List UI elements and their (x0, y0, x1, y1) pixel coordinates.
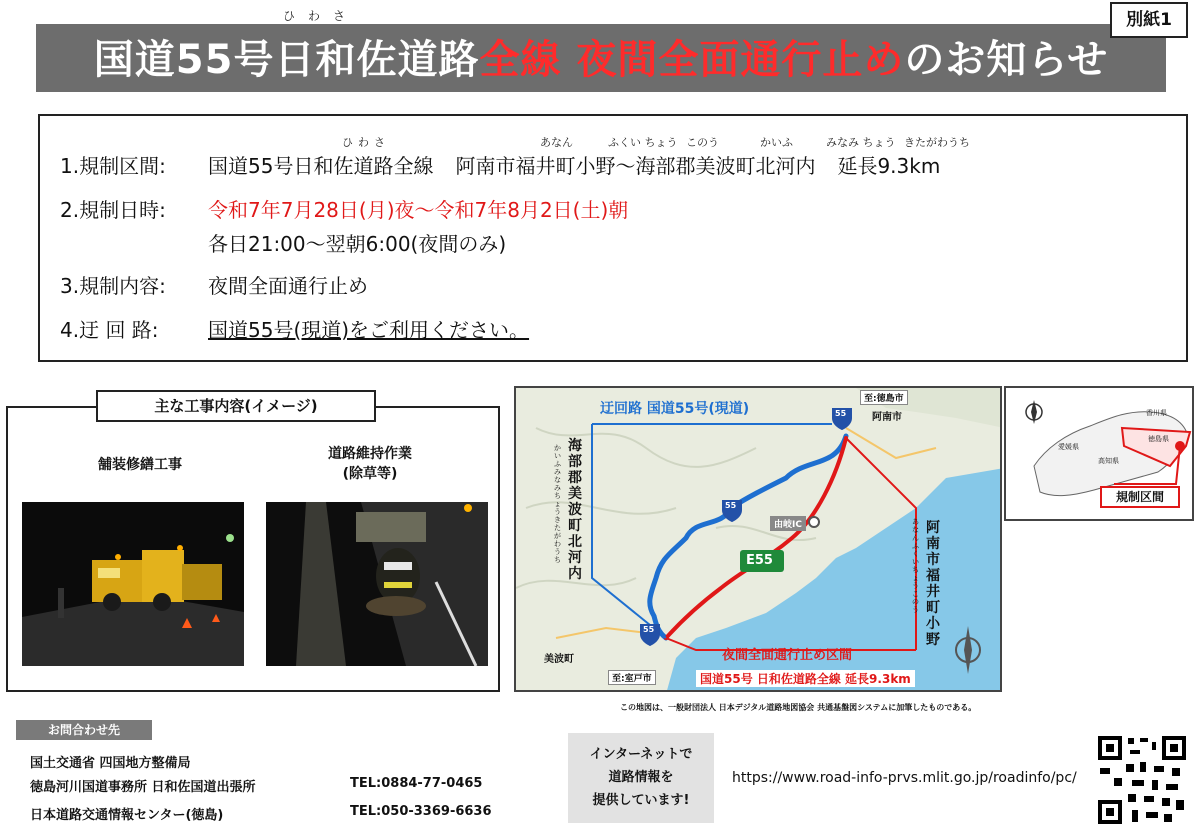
shikoku-inset-map (1004, 386, 1194, 521)
to-tokushima-label: 至:徳島市 (860, 390, 908, 405)
route55-shield-north: 55 (835, 409, 847, 418)
row-content-label: 3.規制内容: (60, 274, 166, 298)
internet-info-box (568, 733, 714, 823)
ehime-label: 愛媛県 (1058, 443, 1079, 451)
contact-tab: お問合わせ先 (16, 720, 152, 740)
yuki-ic-label: 由岐IC (770, 516, 806, 531)
row-detour-text: 国道55号(現道)をご利用ください。 (208, 318, 530, 342)
row-datetime-period: 令和7年7月28日(月)夜〜令和7年8月2日(土)朝 (208, 198, 629, 222)
row-datetime (60, 194, 628, 223)
closure-detail: 国道55号 日和佐道路全線 延長9.3km (696, 670, 915, 687)
contact-line3: 日本道路交通情報センター(徳島) (30, 808, 224, 823)
title-ruby: ひわさ (283, 9, 359, 23)
row-content-text: 夜間全面通行止め (208, 274, 368, 298)
ruby-anan: あなん (540, 136, 573, 149)
ruby-fukui: ふくい ちょう (608, 136, 678, 149)
kitagawauchi-vertical-ruby: かいふ みなみちょう きたがわうち (554, 444, 561, 564)
tokushima-label: 徳島県 (1148, 435, 1169, 443)
ruby-kaifu: かいふ (760, 136, 793, 149)
row-section-length: 延長9.3km (837, 154, 941, 178)
row-detour-label: 4.迂 回 路: (60, 318, 159, 342)
internet-line1: インターネットで (589, 747, 693, 762)
internet-line3: 提供しています! (592, 793, 690, 808)
paving-caption: 舗装修繕工事 (98, 457, 182, 473)
closure-label: 夜間全面通行止め区間 (722, 648, 853, 663)
page-title (36, 30, 1166, 90)
row-detour (60, 314, 529, 343)
inset-regulation-label: 規制区間 (1100, 486, 1180, 508)
work-content-tab: 主な工事内容(イメージ) (96, 390, 376, 422)
row-section-road: 国道55号日和佐道路全線 (208, 154, 434, 178)
contact-tel1: TEL:0884-77-0465 (350, 776, 483, 791)
ruby-minami: みなみ ちょう (826, 136, 896, 149)
kitagawauchi-vertical-label: 海部郡美波町北河内 (568, 438, 582, 582)
detour-label: 迂回路 国道55号(現道) (600, 401, 750, 417)
appendix-badge: 別紙1 (1110, 2, 1188, 38)
title-part3: のお知らせ (904, 37, 1109, 83)
row-content (60, 270, 368, 299)
title-part1: 国道55号日和佐道路 (93, 37, 480, 83)
maintenance-caption-line2: (除草等) (342, 466, 398, 482)
route55-shield-south: 55 (643, 625, 655, 634)
ono-vertical-label: 阿南市福井町小野 (926, 520, 940, 648)
to-muroto-label: 至:室戸市 (608, 670, 656, 685)
internet-line2: 道路情報を (608, 770, 674, 785)
ruby-hiwasa: ひわさ (342, 136, 390, 149)
map-credit: この地図は、一般財団法人 日本デジタル道路地図協会 共通基盤図システムに加筆したものである。 (620, 703, 977, 712)
e55-shield: E55 (746, 553, 773, 568)
qr-code-icon[interactable] (1096, 734, 1188, 826)
ruby-kitagawauchi: きたがわうち (904, 136, 970, 149)
row-datetime-hours: 各日21:00〜翌朝6:00(夜間のみ) (208, 232, 507, 256)
ono-vertical-ruby: あなん ふくいちょう このう (912, 518, 919, 614)
kagawa-label: 香川県 (1146, 409, 1167, 417)
kochi-label: 高知県 (1098, 457, 1119, 465)
road-info-url[interactable]: https://www.road-info-prvs.mlit.go.jp/roadinfo/pc/ (732, 770, 1077, 786)
contact-line1: 国土交通省 四国地方整備局 (30, 756, 191, 771)
paving-photo (22, 502, 244, 666)
row-section (60, 150, 940, 179)
title-part2: 全線 夜間全面通行止め (479, 37, 905, 83)
ruby-kono: このう (686, 136, 719, 149)
maintenance-photo (266, 502, 488, 666)
route55-shield-mid: 55 (725, 501, 737, 510)
maintenance-caption-line1: 道路維持作業 (328, 446, 412, 462)
route-map (514, 386, 1002, 692)
contact-tel2: TEL:050-3369-6636 (350, 804, 492, 819)
row-section-range: 阿南市福井町小野〜海部郡美波町北河内 (455, 154, 816, 178)
row-section-label: 1.規制区間: (60, 154, 166, 178)
minami-town-label: 美波町 (544, 654, 574, 665)
anan-city-label: 阿南市 (872, 412, 902, 423)
contact-line2: 徳島河川国道事務所 日和佐国道出張所 (30, 780, 256, 795)
row-datetime-label: 2.規制日時: (60, 198, 166, 222)
